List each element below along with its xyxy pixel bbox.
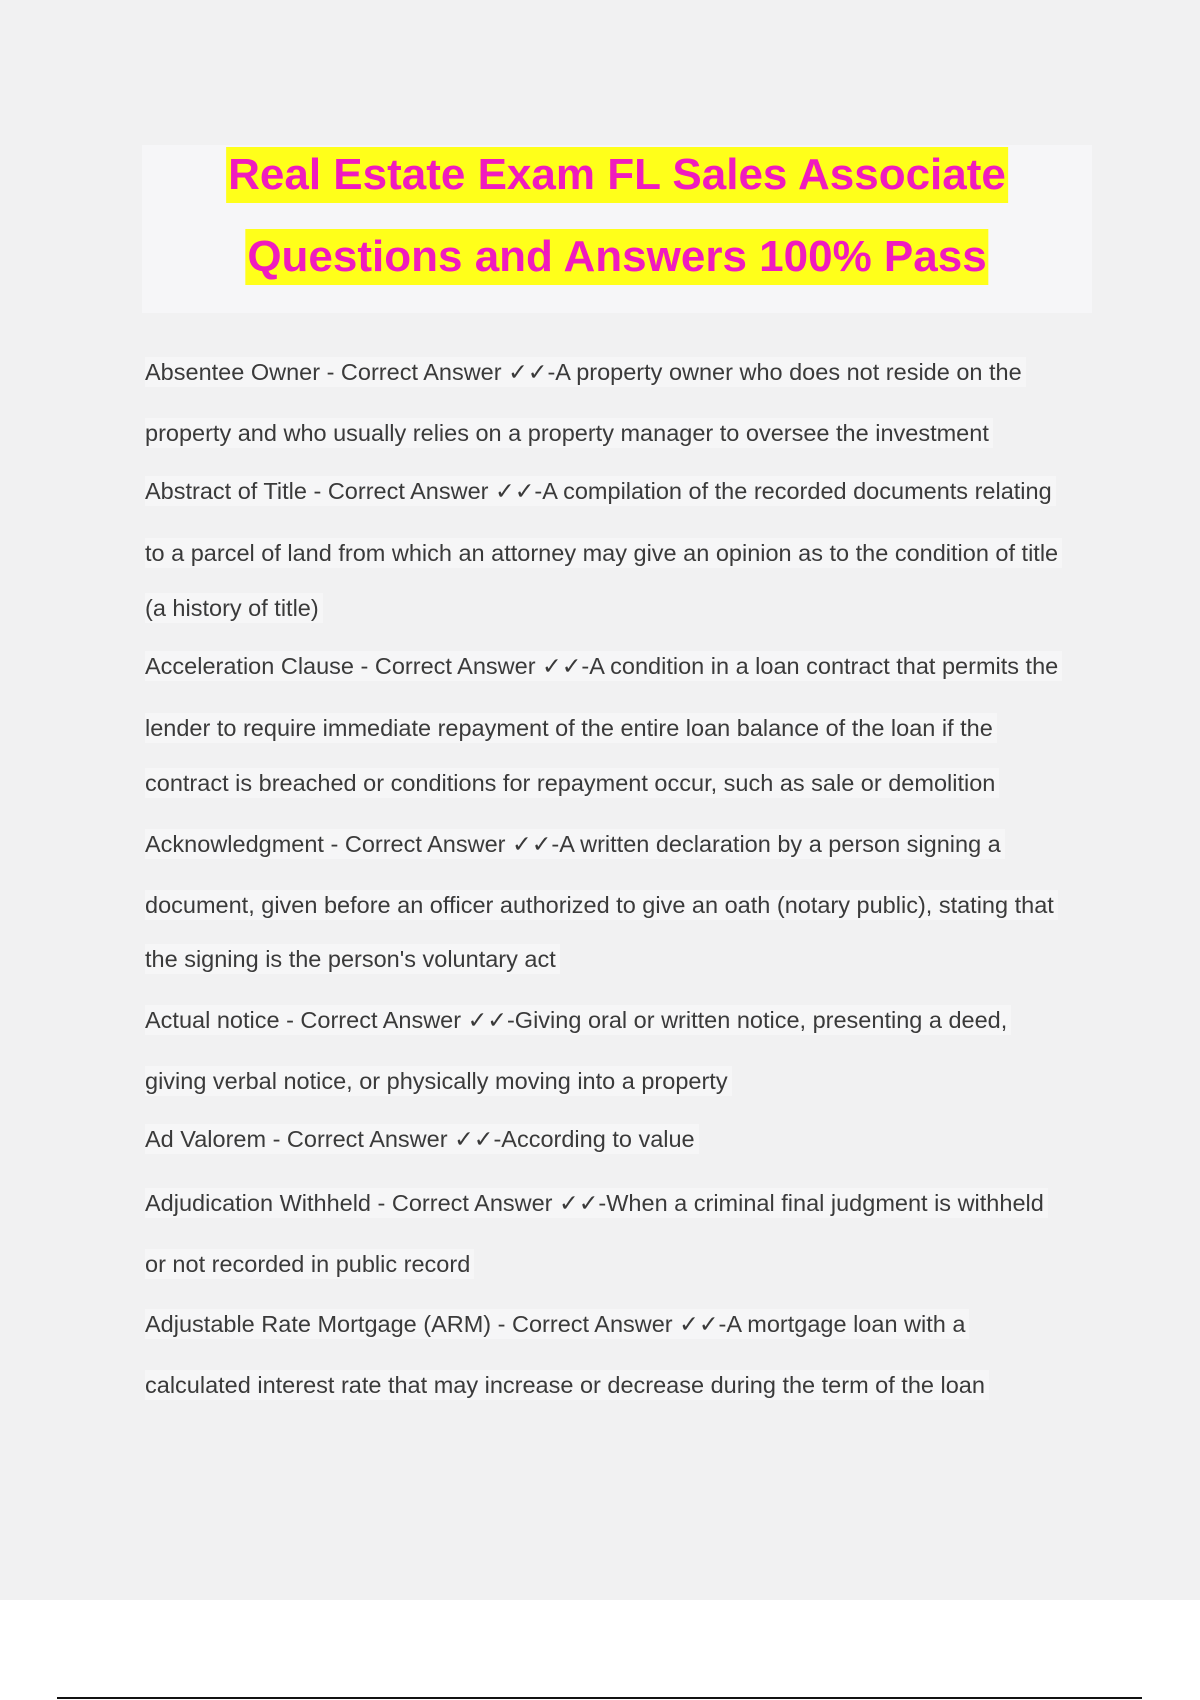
qa-line: lender to require immediate repayment of the entire loan balance of the loan if the [145, 713, 997, 743]
qa-line: property and who usually relies on a property manager to oversee the investment [145, 418, 993, 448]
page-title-line-1: Real Estate Exam FL Sales Associate [226, 147, 1008, 203]
qa-line: Adjustable Rate Mortgage (ARM) - Correct Answer ✓✓-A mortgage loan with a [145, 1309, 969, 1339]
qa-line: Actual notice - Correct Answer ✓✓-Giving oral or written notice, presenting a deed, [145, 1005, 1011, 1035]
qa-line: Ad Valorem - Correct Answer ✓✓-According to value [145, 1124, 699, 1154]
qa-line: Adjudication Withheld - Correct Answer ✓✓-When a criminal final judgment is withheld [145, 1188, 1048, 1218]
qa-line: the signing is the person's voluntary act [145, 944, 560, 974]
qa-line: (a history of title) [145, 593, 323, 623]
qa-line: to a parcel of land from which an attorney may give an opinion as to the condition of title [145, 538, 1062, 568]
page-title-line-2: Questions and Answers 100% Pass [245, 229, 988, 285]
qa-line: contract is breached or conditions for repayment occur, such as sale or demolition [145, 768, 999, 798]
qa-line: Absentee Owner - Correct Answer ✓✓-A property owner who does not reside on the [145, 357, 1026, 387]
qa-line: giving verbal notice, or physically moving into a property [145, 1066, 732, 1096]
qa-line: Acceleration Clause - Correct Answer ✓✓-A condition in a loan contract that permits the [145, 651, 1062, 681]
title-banner [142, 145, 1092, 313]
qa-line: calculated interest rate that may increase or decrease during the term of the loan [145, 1370, 989, 1400]
qa-line: Abstract of Title - Correct Answer ✓✓-A compilation of the recorded documents relating [145, 476, 1056, 506]
footer-divider [57, 1697, 1142, 1699]
qa-line: Acknowledgment - Correct Answer ✓✓-A written declaration by a person signing a [145, 829, 1005, 859]
qa-line: document, given before an officer authorized to give an oath (notary public), stating that [145, 890, 1058, 920]
qa-line: or not recorded in public record [145, 1249, 474, 1279]
